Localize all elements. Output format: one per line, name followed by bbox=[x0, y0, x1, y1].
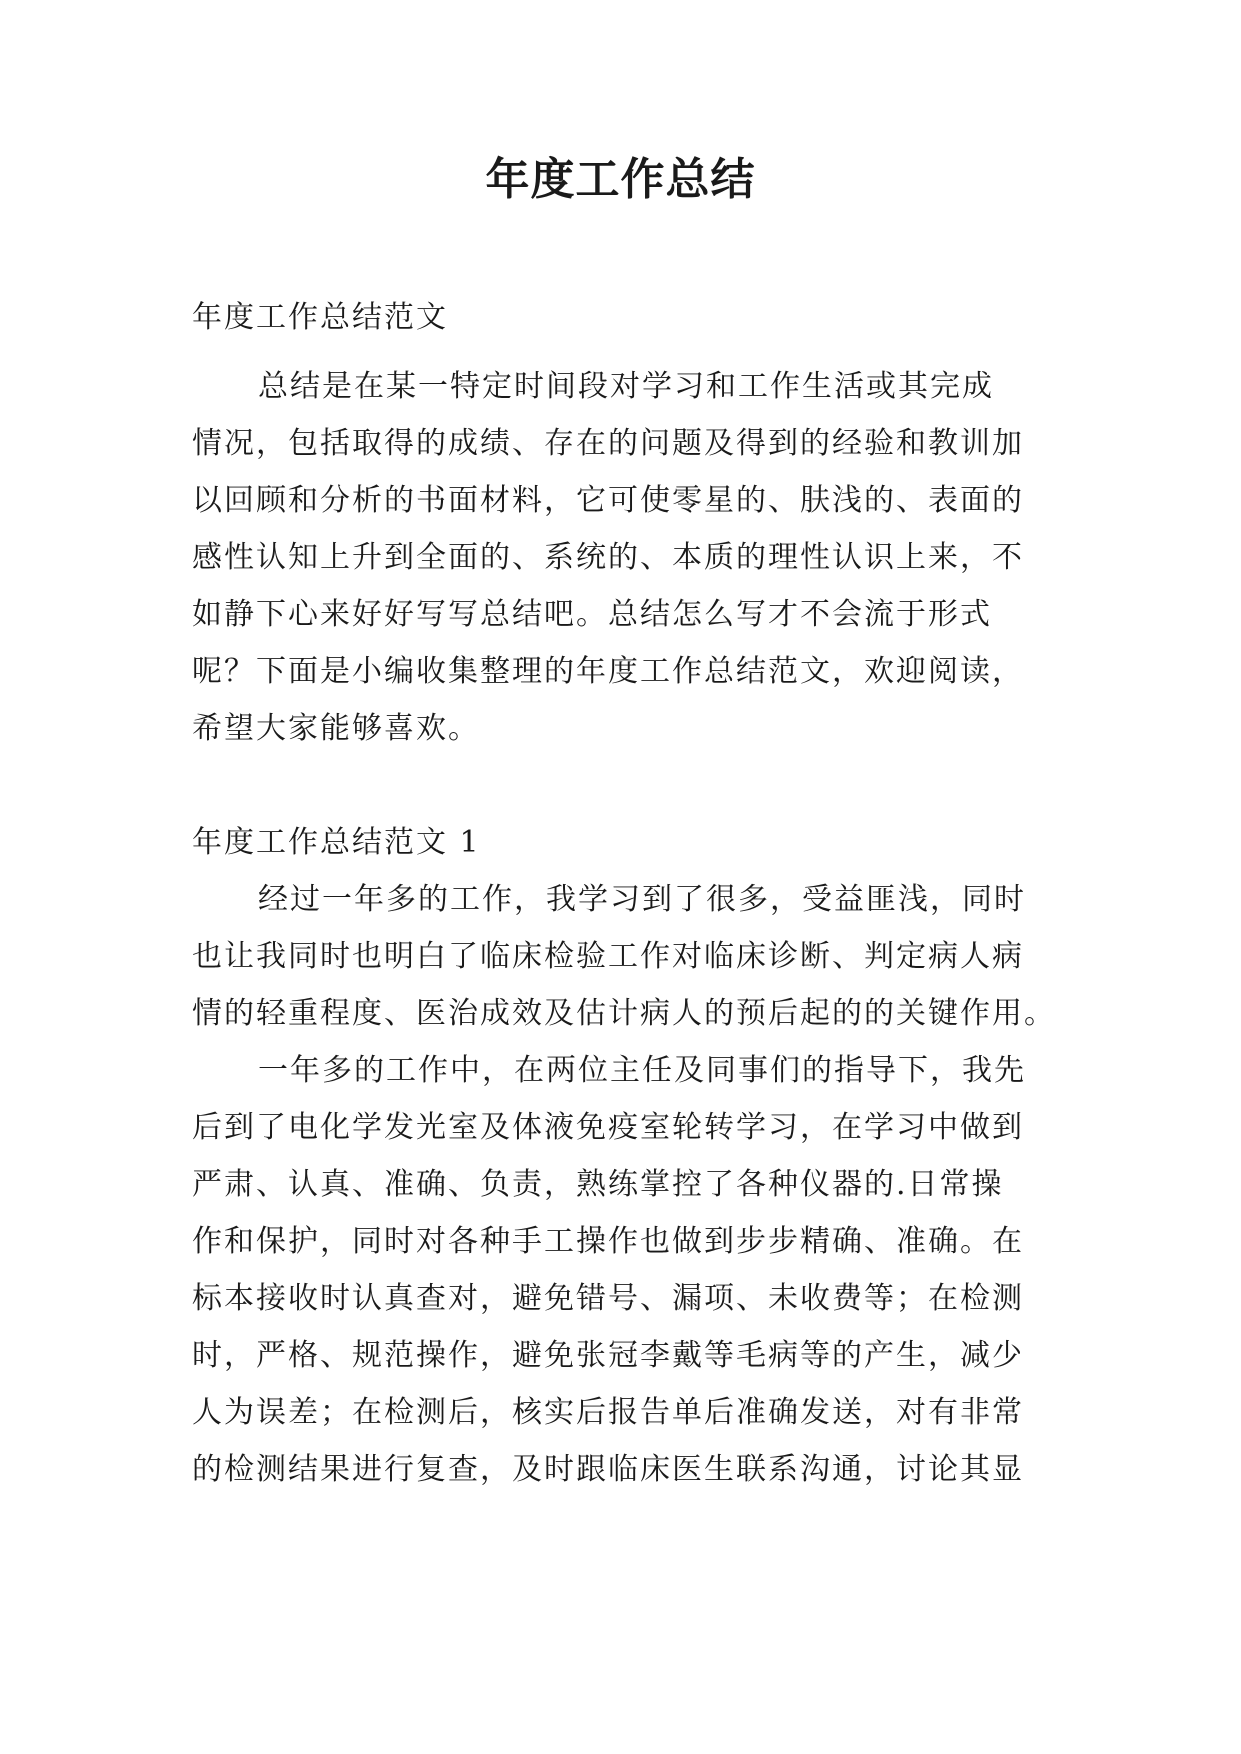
section-heading: 年度工作总结范文 1 bbox=[192, 825, 481, 860]
paragraph-line: 后到了电化学发光室及体液免疫室轮转学习，在学习中做到 bbox=[192, 1110, 1024, 1145]
document-subtitle: 年度工作总结范文 bbox=[192, 300, 448, 335]
document-title: 年度工作总结 bbox=[485, 154, 756, 205]
paragraph-line: 经过一年多的工作，我学习到了很多，受益匪浅，同时 bbox=[258, 882, 1026, 917]
paragraph-line: 情的轻重程度、医治成效及估计病人的预后起的的关键作用。 bbox=[192, 996, 1056, 1031]
intro-line: 总结是在某一特定时间段对学习和工作生活或其完成 bbox=[258, 369, 994, 404]
intro-line: 情况，包括取得的成绩、存在的问题及得到的经验和教训加 bbox=[192, 426, 1024, 461]
paragraph-line: 作和保护，同时对各种手工操作也做到步步精确、准确。在 bbox=[192, 1224, 1024, 1259]
intro-line: 如静下心来好好写写总结吧。总结怎么写才不会流于形式 bbox=[192, 597, 992, 632]
paragraph-line: 人为误差；在检测后，核实后报告单后准确发送，对有非常 bbox=[192, 1395, 1024, 1430]
paragraph-line: 也让我同时也明白了临床检验工作对临床诊断、判定病人病 bbox=[192, 939, 1024, 974]
intro-line: 感性认知上升到全面的、系统的、本质的理性认识上来，不 bbox=[192, 540, 1024, 575]
intro-line: 以回顾和分析的书面材料，它可使零星的、肤浅的、表面的 bbox=[192, 483, 1024, 518]
paragraph-line: 标本接收时认真查对，避免错号、漏项、未收费等；在检测 bbox=[192, 1281, 1024, 1316]
paragraph-line: 一年多的工作中，在两位主任及同事们的指导下，我先 bbox=[258, 1053, 1026, 1088]
paragraph-line: 的检测结果进行复查，及时跟临床医生联系沟通，讨论其显 bbox=[192, 1452, 1024, 1487]
intro-line: 呢？下面是小编收集整理的年度工作总结范文，欢迎阅读， bbox=[192, 654, 1024, 689]
paragraph-line: 严肃、认真、准确、负责，熟练掌控了各种仪器的.日常操 bbox=[192, 1167, 1004, 1202]
intro-line: 希望大家能够喜欢。 bbox=[192, 711, 480, 746]
paragraph-line: 时，严格、规范操作，避免张冠李戴等毛病等的产生，减少 bbox=[192, 1338, 1024, 1373]
